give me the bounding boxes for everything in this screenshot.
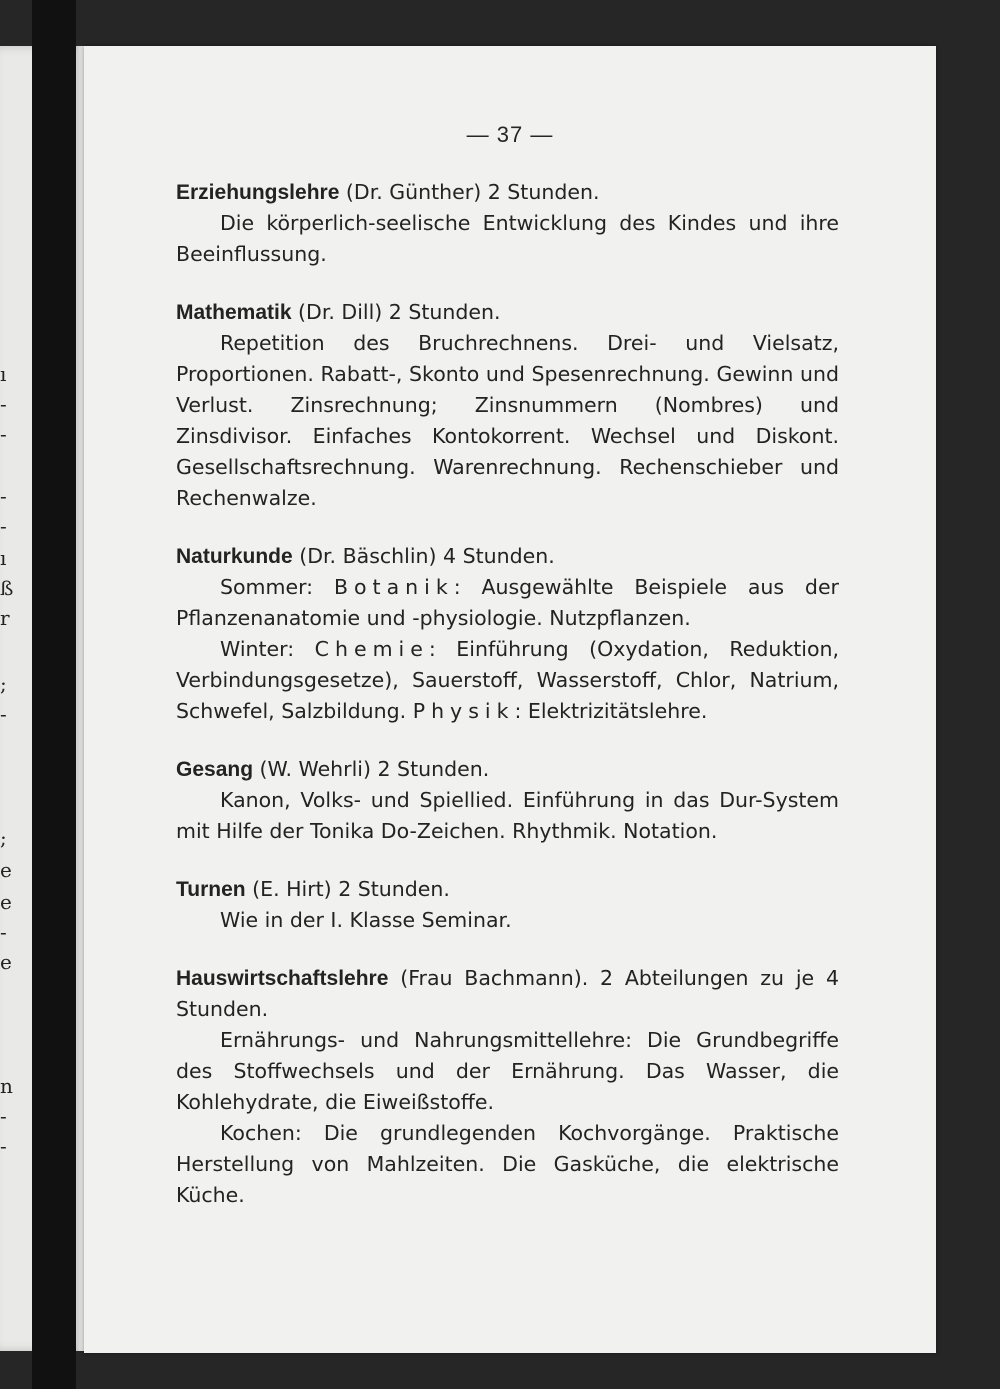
section-heading-line xyxy=(176,963,839,1025)
subject-chemie: Chemie xyxy=(314,637,429,661)
section-heading-details: (Dr. Günther) 2 Stunden. xyxy=(339,180,600,204)
paragraph-text: : Elektrizitätslehre. xyxy=(514,699,708,723)
margin-char: ı xyxy=(0,362,7,386)
page-content xyxy=(176,177,839,1238)
margin-char: e xyxy=(0,950,12,974)
section-heading: Naturkunde xyxy=(176,545,293,568)
section-erziehungslehre xyxy=(176,177,839,270)
section-heading: Hauswirtschaftslehre xyxy=(176,967,389,990)
section-heading: Mathematik xyxy=(176,301,292,324)
margin-char: - xyxy=(0,920,7,944)
section-heading: Gesang xyxy=(176,758,254,781)
section-mathematik xyxy=(176,297,839,514)
section-turnen xyxy=(176,874,839,936)
section-hauswirtschaftslehre xyxy=(176,963,839,1211)
paragraph-botanik xyxy=(176,572,839,634)
margin-char: r xyxy=(0,606,10,630)
paragraph: Ernährungs- und Nahrungsmittellehre: Die Grundbegriffe des Stoffwechsels und der Ernährung. Das Wasser, die Kohlehydrate, die Eiweißstoffe. xyxy=(176,1028,839,1114)
section-heading-line xyxy=(176,541,839,572)
margin-char: - xyxy=(0,1134,7,1158)
section-heading-line xyxy=(176,874,839,905)
subject-botanik: Botanik xyxy=(333,575,454,599)
section-heading: Erziehungslehre xyxy=(176,181,340,204)
paragraph: Die körperlich-seelische Entwicklung des Kindes und ihre Beeinflussung. xyxy=(176,211,839,266)
book-spine xyxy=(32,0,76,1389)
subject-physik: Physik xyxy=(412,699,515,723)
margin-char: ß xyxy=(0,576,14,600)
paragraph: Kanon, Volks- und Spiellied. Einführung in das Dur-System mit Hilfe der Tonika Do-Zeichen. Rhythmik. Notation. xyxy=(176,788,839,843)
section-heading-line xyxy=(176,754,839,785)
margin-char: - xyxy=(0,702,7,726)
paragraph: Kochen: Die grundlegenden Kochvorgänge. Praktische Herstellung von Mahlzeiten. Die Gasküche, die elektrische Küche. xyxy=(176,1121,839,1207)
section-heading-line xyxy=(176,297,839,328)
season-label: Sommer: xyxy=(220,575,334,599)
page-number: — 37 — xyxy=(466,122,554,147)
margin-char: ; xyxy=(0,672,7,696)
margin-char: ı xyxy=(0,546,7,570)
section-heading-details: (Frau Bachmann). 2 Abteilungen zu je 4 Stunden. xyxy=(176,966,839,1021)
season-label: Winter: xyxy=(220,637,315,661)
paragraph-text: : Ausgewählte Beispiele aus der Pflanzenanatomie und -physiologie. Nutzpflanzen. xyxy=(176,575,839,630)
margin-char: - xyxy=(0,1104,7,1128)
section-gesang xyxy=(176,754,839,847)
margin-char: - xyxy=(0,422,7,446)
paragraph-chemie xyxy=(176,634,839,727)
margin-char: ; xyxy=(0,826,7,850)
section-heading-details: (W. Wehrli) 2 Stunden. xyxy=(253,757,490,781)
margin-char: n xyxy=(0,1074,13,1098)
paragraph: Repetition des Bruchrechnens. Drei- und Vielsatz, Proportionen. Rabatt-, Skonto und Spesenrechnung. Gewinn und Verlust. Zinsrechnung; Zinsnummern (Nombres) und Zinsdivisor. Einfaches Kontokorrent. Wechsel und Diskont. Gesellschaftsrechnung. Warenrechnung. Rechenschieber und Rechenwalze. xyxy=(176,331,839,510)
paragraph-text: : Einführung (Oxydation, Reduktion, Verbindungsgesetze), Sauerstoff, Wasserstoff, Chlor, Natrium, Schwefel, Salzbildung. xyxy=(176,637,839,723)
margin-char: - xyxy=(0,514,7,538)
margin-char: - xyxy=(0,484,7,508)
document-page xyxy=(84,46,936,1353)
section-heading-details: (E. Hirt) 2 Stunden. xyxy=(245,877,450,901)
section-naturkunde xyxy=(176,541,839,727)
section-heading-line xyxy=(176,177,839,208)
margin-char: e xyxy=(0,890,12,914)
margin-char: - xyxy=(0,392,7,416)
section-heading-details: (Dr. Dill) 2 Stunden. xyxy=(291,300,501,324)
margin-char: e xyxy=(0,858,12,882)
paragraph: Wie in der I. Klasse Seminar. xyxy=(220,908,512,932)
section-heading: Turnen xyxy=(176,878,246,901)
section-heading-details: (Dr. Bäschlin) 4 Stunden. xyxy=(292,544,555,568)
